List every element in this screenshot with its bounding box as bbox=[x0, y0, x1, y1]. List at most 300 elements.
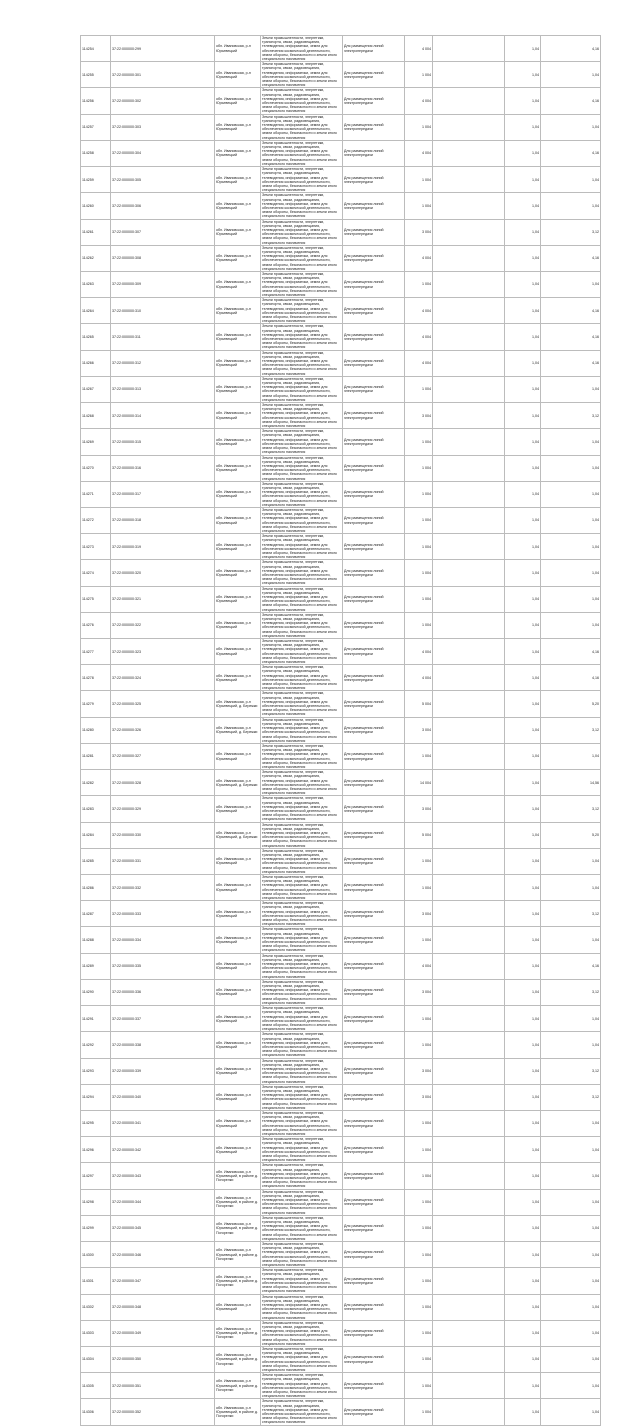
cadastral-number: 37:22:000000:330 bbox=[111, 822, 215, 848]
address: обл. Ивановская, р-н Юрьевецкий, в районе д. Погорелки bbox=[215, 1320, 261, 1346]
cadastral-number: 37:22:000000:348 bbox=[111, 1294, 215, 1320]
cadastral-value: 3,12 bbox=[541, 979, 601, 1005]
coefficient: 1,04 bbox=[505, 691, 541, 717]
row-number: 114276 bbox=[81, 612, 111, 638]
coefficient: 1,04 bbox=[505, 901, 541, 927]
table-row bbox=[81, 1320, 601, 1346]
coefficient: 1,04 bbox=[505, 822, 541, 848]
row-number: 114291 bbox=[81, 1006, 111, 1032]
table-row bbox=[81, 586, 601, 612]
cadastral-value: 1,04 bbox=[541, 612, 601, 638]
row-number: 114264 bbox=[81, 298, 111, 324]
cadastral-value: 1,04 bbox=[541, 1346, 601, 1372]
address: обл. Ивановская, р-н Юрьевецкий bbox=[215, 665, 261, 691]
permitted-use: Для размещения линий электропередачи bbox=[343, 403, 405, 429]
row-number: 114281 bbox=[81, 743, 111, 769]
land-category: Земли промышленности, энергетики, транспорта, связи, радиовещания, телевидения, информатики, земли для обеспечения космической деятельности, земли обороны, безопасности и земли иного специального назначения bbox=[261, 875, 343, 901]
area-value: 1 004 bbox=[405, 875, 433, 901]
permitted-use: Для размещения линий электропередачи bbox=[343, 1110, 405, 1136]
area-value: 3 004 bbox=[405, 1084, 433, 1110]
empty-cell bbox=[433, 927, 505, 953]
table-row bbox=[81, 455, 601, 481]
table-row bbox=[81, 1058, 601, 1084]
cadastral-value: 1,04 bbox=[541, 193, 601, 219]
permitted-use: Для размещения линий электропередачи bbox=[343, 193, 405, 219]
address: обл. Ивановская, р-н Юрьевецкий bbox=[215, 62, 261, 88]
cadastral-value: 1,04 bbox=[541, 507, 601, 533]
cadastral-value: 1,04 bbox=[541, 1215, 601, 1241]
area-value: 1 004 bbox=[405, 1215, 433, 1241]
cadastral-number: 37:22:000000:309 bbox=[111, 271, 215, 297]
area-value: 1 004 bbox=[405, 114, 433, 140]
permitted-use: Для размещения линий электропередачи bbox=[343, 429, 405, 455]
permitted-use: Для размещения линий электропередачи bbox=[343, 875, 405, 901]
land-category: Земли промышленности, энергетики, транспорта, связи, радиовещания, телевидения, информатики, земли для обеспечения космической деятельности, земли обороны, безопасности и земли иного специального назначения bbox=[261, 140, 343, 166]
row-number: 114288 bbox=[81, 927, 111, 953]
cadastral-number: 37:22:000000:307 bbox=[111, 219, 215, 245]
cadastral-value: 1,04 bbox=[541, 927, 601, 953]
row-number: 114296 bbox=[81, 1137, 111, 1163]
cadastral-value: 1,04 bbox=[541, 114, 601, 140]
address: обл. Ивановская, р-н Юрьевецкий bbox=[215, 927, 261, 953]
area-value: 1 004 bbox=[405, 193, 433, 219]
address: обл. Ивановская, р-н Юрьевецкий bbox=[215, 219, 261, 245]
table-row bbox=[81, 219, 601, 245]
table-row bbox=[81, 534, 601, 560]
coefficient: 1,04 bbox=[505, 1189, 541, 1215]
address: обл. Ивановская, р-н Юрьевецкий bbox=[215, 193, 261, 219]
address: обл. Ивановская, р-н Юрьевецкий bbox=[215, 36, 261, 62]
address: обл. Ивановская, р-н Юрьевецкий bbox=[215, 586, 261, 612]
cadastral-value: 1,04 bbox=[541, 586, 601, 612]
empty-cell bbox=[433, 1032, 505, 1058]
row-number: 114271 bbox=[81, 481, 111, 507]
coefficient: 1,04 bbox=[505, 717, 541, 743]
coefficient: 1,04 bbox=[505, 534, 541, 560]
permitted-use: Для размещения линий электропередачи bbox=[343, 455, 405, 481]
address: обл. Ивановская, р-н Юрьевецкий bbox=[215, 167, 261, 193]
row-number: 114265 bbox=[81, 324, 111, 350]
area-value: 1 004 bbox=[405, 1346, 433, 1372]
land-category: Земли промышленности, энергетики, транспорта, связи, радиовещания, телевидения, информатики, земли для обеспечения космической деятельности, земли обороны, безопасности и земли иного специального назначения bbox=[261, 1268, 343, 1294]
coefficient: 1,04 bbox=[505, 140, 541, 166]
land-category: Земли промышленности, энергетики, транспорта, связи, радиовещания, телевидения, информатики, земли для обеспечения космической деятельности, земли обороны, безопасности и земли иного специального назначения bbox=[261, 848, 343, 874]
land-category: Земли промышленности, энергетики, транспорта, связи, радиовещания, телевидения, информатики, земли для обеспечения космической деятельности, земли обороны, безопасности и земли иного специального назначения bbox=[261, 350, 343, 376]
coefficient: 1,04 bbox=[505, 298, 541, 324]
coefficient: 1,04 bbox=[505, 1110, 541, 1136]
cadastral-number: 37:22:000000:299 bbox=[111, 36, 215, 62]
land-category: Земли промышленности, энергетики, транспорта, связи, радиовещания, телевидения, информатики, земли для обеспечения космической деятельности, земли обороны, безопасности и земли иного специального назначения bbox=[261, 167, 343, 193]
cadastral-number: 37:22:000000:316 bbox=[111, 455, 215, 481]
area-value: 4 004 bbox=[405, 298, 433, 324]
area-value: 1 004 bbox=[405, 1320, 433, 1346]
land-category: Земли промышленности, энергетики, транспорта, связи, радиовещания, телевидения, информатики, земли для обеспечения космической деятельности, земли обороны, безопасности и земли иного специального назначения bbox=[261, 1084, 343, 1110]
permitted-use: Для размещения линий электропередачи bbox=[343, 1058, 405, 1084]
land-category: Земли промышленности, энергетики, транспорта, связи, радиовещания, телевидения, информатики, земли для обеспечения космической деятельности, земли обороны, безопасности и земли иного специального назначения bbox=[261, 612, 343, 638]
coefficient: 1,04 bbox=[505, 1084, 541, 1110]
cadastral-value: 1,04 bbox=[541, 62, 601, 88]
area-value: 1 004 bbox=[405, 1189, 433, 1215]
permitted-use: Для размещения линий электропередачи bbox=[343, 1189, 405, 1215]
permitted-use: Для размещения линий электропередачи bbox=[343, 324, 405, 350]
address: обл. Ивановская, р-н Юрьевецкий bbox=[215, 429, 261, 455]
area-value: 1 004 bbox=[405, 455, 433, 481]
land-registry-table bbox=[80, 35, 601, 1426]
address: обл. Ивановская, р-н Юрьевецкий bbox=[215, 560, 261, 586]
land-category: Земли промышленности, энергетики, транспорта, связи, радиовещания, телевидения, информатики, земли для обеспечения космической деятельности, земли обороны, безопасности и земли иного специального назначения bbox=[261, 1189, 343, 1215]
coefficient: 1,04 bbox=[505, 1137, 541, 1163]
address: обл. Ивановская, р-н Юрьевецкий bbox=[215, 875, 261, 901]
cadastral-number: 37:22:000000:320 bbox=[111, 560, 215, 586]
permitted-use: Для размещения линий электропередачи bbox=[343, 140, 405, 166]
area-value: 4 004 bbox=[405, 665, 433, 691]
row-number: 114287 bbox=[81, 901, 111, 927]
permitted-use: Для размещения линий электропередачи bbox=[343, 1006, 405, 1032]
coefficient: 1,04 bbox=[505, 586, 541, 612]
table-row bbox=[81, 770, 601, 796]
land-category: Земли промышленности, энергетики, транспорта, связи, радиовещания, телевидения, информатики, земли для обеспечения космической деятельности, земли обороны, безопасности и земли иного специального назначения bbox=[261, 88, 343, 114]
empty-cell bbox=[433, 88, 505, 114]
empty-cell bbox=[433, 586, 505, 612]
cadastral-number: 37:22:000000:324 bbox=[111, 665, 215, 691]
coefficient: 1,04 bbox=[505, 743, 541, 769]
empty-cell bbox=[433, 167, 505, 193]
cadastral-number: 37:22:000000:311 bbox=[111, 324, 215, 350]
cadastral-number: 37:22:000000:331 bbox=[111, 848, 215, 874]
table-row bbox=[81, 271, 601, 297]
permitted-use: Для размещения линий электропередачи bbox=[343, 1242, 405, 1268]
table-row bbox=[81, 88, 601, 114]
permitted-use: Для размещения линий электропередачи bbox=[343, 1294, 405, 1320]
cadastral-value: 1,04 bbox=[541, 560, 601, 586]
permitted-use: Для размещения линий электропередачи bbox=[343, 717, 405, 743]
cadastral-value: 1,04 bbox=[541, 1163, 601, 1189]
coefficient: 1,04 bbox=[505, 88, 541, 114]
land-category: Земли промышленности, энергетики, транспорта, связи, радиовещания, телевидения, информатики, земли для обеспечения космической деятельности, земли обороны, безопасности и земли иного специального назначения bbox=[261, 743, 343, 769]
cadastral-number: 37:22:000000:325 bbox=[111, 691, 215, 717]
address: обл. Ивановская, р-н Юрьевецкий bbox=[215, 1294, 261, 1320]
cadastral-value: 5,20 bbox=[541, 691, 601, 717]
permitted-use: Для размещения линий электропередачи bbox=[343, 770, 405, 796]
area-value: 4 004 bbox=[405, 953, 433, 979]
address: обл. Ивановская, р-н Юрьевецкий bbox=[215, 612, 261, 638]
empty-cell bbox=[433, 193, 505, 219]
empty-cell bbox=[433, 1268, 505, 1294]
cadastral-value: 1,04 bbox=[541, 875, 601, 901]
coefficient: 1,04 bbox=[505, 245, 541, 271]
coefficient: 1,04 bbox=[505, 953, 541, 979]
area-value: 5 004 bbox=[405, 691, 433, 717]
cadastral-value: 3,12 bbox=[541, 717, 601, 743]
cadastral-number: 37:22:000000:337 bbox=[111, 1006, 215, 1032]
row-number: 114279 bbox=[81, 691, 111, 717]
area-value: 1 004 bbox=[405, 429, 433, 455]
empty-cell bbox=[433, 875, 505, 901]
cadastral-number: 37:22:000000:332 bbox=[111, 875, 215, 901]
table-row bbox=[81, 796, 601, 822]
land-category: Земли промышленности, энергетики, транспорта, связи, радиовещания, телевидения, информатики, земли для обеспечения космической деятельности, земли обороны, безопасности и земли иного специального назначения bbox=[261, 219, 343, 245]
address: обл. Ивановская, р-н Юрьевецкий bbox=[215, 245, 261, 271]
cadastral-number: 37:22:000000:319 bbox=[111, 534, 215, 560]
coefficient: 1,04 bbox=[505, 167, 541, 193]
address: обл. Ивановская, р-н Юрьевецкий bbox=[215, 953, 261, 979]
permitted-use: Для размещения линий электропередачи bbox=[343, 1346, 405, 1372]
cadastral-value: 4,16 bbox=[541, 36, 601, 62]
land-category: Земли промышленности, энергетики, транспорта, связи, радиовещания, телевидения, информатики, земли для обеспечения космической деятельности, земли обороны, безопасности и земли иного специального назначения bbox=[261, 665, 343, 691]
coefficient: 1,04 bbox=[505, 1346, 541, 1372]
permitted-use: Для размещения линий электропередачи bbox=[343, 1399, 405, 1425]
row-number: 114284 bbox=[81, 822, 111, 848]
land-category: Земли промышленности, энергетики, транспорта, связи, радиовещания, телевидения, информатики, земли для обеспечения космической деятельности, земли обороны, безопасности и земли иного специального назначения bbox=[261, 62, 343, 88]
land-category: Земли промышленности, энергетики, транспорта, связи, радиовещания, телевидения, информатики, земли для обеспечения космической деятельности, земли обороны, безопасности и земли иного специального назначения bbox=[261, 901, 343, 927]
address: обл. Ивановская, р-н Юрьевецкий bbox=[215, 796, 261, 822]
empty-cell bbox=[433, 639, 505, 665]
permitted-use: Для размещения линий электропередачи bbox=[343, 639, 405, 665]
cadastral-value: 1,04 bbox=[541, 481, 601, 507]
permitted-use: Для размещения линий электропередачи bbox=[343, 796, 405, 822]
permitted-use: Для размещения линий электропередачи bbox=[343, 1084, 405, 1110]
cadastral-number: 37:22:000000:350 bbox=[111, 1346, 215, 1372]
land-category: Земли промышленности, энергетики, транспорта, связи, радиовещания, телевидения, информатики, земли для обеспечения космической деятельности, земли обороны, безопасности и земли иного специального назначения bbox=[261, 1242, 343, 1268]
cadastral-value: 1,04 bbox=[541, 534, 601, 560]
permitted-use: Для размещения линий электропередачи bbox=[343, 534, 405, 560]
row-number: 114282 bbox=[81, 770, 111, 796]
permitted-use: Для размещения линий электропередачи bbox=[343, 901, 405, 927]
permitted-use: Для размещения линий электропередачи bbox=[343, 376, 405, 402]
cadastral-value: 4,16 bbox=[541, 665, 601, 691]
permitted-use: Для размещения линий электропередачи bbox=[343, 560, 405, 586]
cadastral-value: 1,04 bbox=[541, 1032, 601, 1058]
table-row bbox=[81, 691, 601, 717]
cadastral-number: 37:22:000000:352 bbox=[111, 1399, 215, 1425]
area-value: 3 004 bbox=[405, 901, 433, 927]
row-number: 114257 bbox=[81, 114, 111, 140]
address: обл. Ивановская, р-н Юрьевецкий bbox=[215, 534, 261, 560]
area-value: 3 004 bbox=[405, 979, 433, 1005]
cadastral-value: 1,04 bbox=[541, 455, 601, 481]
area-value: 1 004 bbox=[405, 1242, 433, 1268]
cadastral-value: 1,04 bbox=[541, 167, 601, 193]
coefficient: 1,04 bbox=[505, 455, 541, 481]
coefficient: 1,04 bbox=[505, 1399, 541, 1425]
cadastral-value: 4,16 bbox=[541, 639, 601, 665]
empty-cell bbox=[433, 534, 505, 560]
table-row bbox=[81, 927, 601, 953]
area-value: 1 004 bbox=[405, 1032, 433, 1058]
permitted-use: Для размещения линий электропередачи bbox=[343, 271, 405, 297]
address: обл. Ивановская, р-н Юрьевецкий bbox=[215, 324, 261, 350]
table-row bbox=[81, 62, 601, 88]
table-row bbox=[81, 1084, 601, 1110]
area-value: 3 004 bbox=[405, 1058, 433, 1084]
permitted-use: Для размещения линий электропередачи bbox=[343, 36, 405, 62]
permitted-use: Для размещения линий электропередачи bbox=[343, 612, 405, 638]
table-row bbox=[81, 717, 601, 743]
area-value: 1 004 bbox=[405, 376, 433, 402]
cadastral-number: 37:22:000000:327 bbox=[111, 743, 215, 769]
empty-cell bbox=[433, 376, 505, 402]
coefficient: 1,04 bbox=[505, 429, 541, 455]
row-number: 114283 bbox=[81, 796, 111, 822]
table-row bbox=[81, 403, 601, 429]
table-row bbox=[81, 507, 601, 533]
permitted-use: Для размещения линий электропередачи bbox=[343, 219, 405, 245]
row-number: 114255 bbox=[81, 62, 111, 88]
coefficient: 1,04 bbox=[505, 1373, 541, 1399]
table-row bbox=[81, 953, 601, 979]
permitted-use: Для размещения линий электропередачи bbox=[343, 848, 405, 874]
address: обл. Ивановская, р-н Юрьевецкий bbox=[215, 1137, 261, 1163]
cadastral-number: 37:22:000000:317 bbox=[111, 481, 215, 507]
table-row bbox=[81, 560, 601, 586]
empty-cell bbox=[433, 1373, 505, 1399]
document-page bbox=[80, 35, 600, 1425]
cadastral-number: 37:22:000000:328 bbox=[111, 770, 215, 796]
area-value: 4 004 bbox=[405, 324, 433, 350]
coefficient: 1,04 bbox=[505, 481, 541, 507]
empty-cell bbox=[433, 691, 505, 717]
area-value: 3 004 bbox=[405, 403, 433, 429]
row-number: 114306 bbox=[81, 1399, 111, 1425]
cadastral-value: 14,56 bbox=[541, 770, 601, 796]
empty-cell bbox=[433, 953, 505, 979]
coefficient: 1,04 bbox=[505, 560, 541, 586]
cadastral-number: 37:22:000000:301 bbox=[111, 62, 215, 88]
row-number: 114266 bbox=[81, 350, 111, 376]
area-value: 1 004 bbox=[405, 1294, 433, 1320]
empty-cell bbox=[433, 62, 505, 88]
table-row bbox=[81, 36, 601, 62]
table-row bbox=[81, 1137, 601, 1163]
address: обл. Ивановская, р-н Юрьевецкий, в районе д. Погорелки bbox=[215, 1346, 261, 1372]
cadastral-value: 4,16 bbox=[541, 140, 601, 166]
cadastral-value: 1,04 bbox=[541, 1294, 601, 1320]
table-row bbox=[81, 1294, 601, 1320]
row-number: 114277 bbox=[81, 639, 111, 665]
row-number: 114294 bbox=[81, 1084, 111, 1110]
row-number: 114289 bbox=[81, 953, 111, 979]
empty-cell bbox=[433, 298, 505, 324]
empty-cell bbox=[433, 717, 505, 743]
cadastral-value: 1,04 bbox=[541, 1006, 601, 1032]
area-value: 3 004 bbox=[405, 796, 433, 822]
table-row bbox=[81, 350, 601, 376]
permitted-use: Для размещения линий электропередачи bbox=[343, 822, 405, 848]
address: обл. Ивановская, р-н Юрьевецкий bbox=[215, 350, 261, 376]
address: обл. Ивановская, р-н Юрьевецкий bbox=[215, 114, 261, 140]
permitted-use: Для размещения линий электропередачи bbox=[343, 1163, 405, 1189]
row-number: 114285 bbox=[81, 848, 111, 874]
permitted-use: Для размещения линий электропередачи bbox=[343, 62, 405, 88]
area-value: 14 004 bbox=[405, 770, 433, 796]
cadastral-value: 1,04 bbox=[541, 1373, 601, 1399]
cadastral-number: 37:22:000000:351 bbox=[111, 1373, 215, 1399]
cadastral-number: 37:22:000000:321 bbox=[111, 586, 215, 612]
address: обл. Ивановская, р-н Юрьевецкий bbox=[215, 979, 261, 1005]
cadastral-number: 37:22:000000:323 bbox=[111, 639, 215, 665]
cadastral-value: 3,12 bbox=[541, 1084, 601, 1110]
row-number: 114286 bbox=[81, 875, 111, 901]
area-value: 1 004 bbox=[405, 62, 433, 88]
address: обл. Ивановская, р-н Юрьевецкий bbox=[215, 1110, 261, 1136]
table-row bbox=[81, 979, 601, 1005]
empty-cell bbox=[433, 245, 505, 271]
land-category: Земли промышленности, энергетики, транспорта, связи, радиовещания, телевидения, информатики, земли для обеспечения космической деятельности, земли обороны, безопасности и земли иного специального назначения bbox=[261, 245, 343, 271]
coefficient: 1,04 bbox=[505, 927, 541, 953]
empty-cell bbox=[433, 822, 505, 848]
land-category: Земли промышленности, энергетики, транспорта, связи, радиовещания, телевидения, информатики, земли для обеспечения космической деятельности, земли обороны, безопасности и земли иного специального назначения bbox=[261, 324, 343, 350]
empty-cell bbox=[433, 481, 505, 507]
area-value: 1 004 bbox=[405, 1110, 433, 1136]
cadastral-number: 37:22:000000:339 bbox=[111, 1058, 215, 1084]
table-row bbox=[81, 743, 601, 769]
row-number: 114300 bbox=[81, 1242, 111, 1268]
cadastral-value: 4,16 bbox=[541, 350, 601, 376]
table-row bbox=[81, 298, 601, 324]
land-category: Земли промышленности, энергетики, транспорта, связи, радиовещания, телевидения, информатики, земли для обеспечения космической деятельности, земли обороны, безопасности и земли иного специального назначения bbox=[261, 376, 343, 402]
coefficient: 1,04 bbox=[505, 1268, 541, 1294]
cadastral-value: 4,16 bbox=[541, 953, 601, 979]
coefficient: 1,04 bbox=[505, 796, 541, 822]
cadastral-value: 1,04 bbox=[541, 1399, 601, 1425]
cadastral-value: 1,04 bbox=[541, 429, 601, 455]
row-number: 114299 bbox=[81, 1215, 111, 1241]
address: обл. Ивановская, р-н Юрьевецкий bbox=[215, 507, 261, 533]
area-value: 1 004 bbox=[405, 586, 433, 612]
land-category: Земли промышленности, энергетики, транспорта, связи, радиовещания, телевидения, информатики, земли для обеспечения космической деятельности, земли обороны, безопасности и земли иного специального назначения bbox=[261, 1399, 343, 1425]
row-number: 114267 bbox=[81, 376, 111, 402]
area-value: 3 004 bbox=[405, 717, 433, 743]
land-category: Земли промышленности, энергетики, транспорта, связи, радиовещания, телевидения, информатики, земли для обеспечения космической деятельности, земли обороны, безопасности и земли иного специального назначения bbox=[261, 1346, 343, 1372]
cadastral-value: 1,04 bbox=[541, 1189, 601, 1215]
land-category: Земли промышленности, энергетики, транспорта, связи, радиовещания, телевидения, информатики, земли для обеспечения космической деятельности, земли обороны, безопасности и земли иного специального назначения bbox=[261, 1373, 343, 1399]
table-row bbox=[81, 1032, 601, 1058]
permitted-use: Для размещения линий электропередачи bbox=[343, 167, 405, 193]
cadastral-number: 37:22:000000:342 bbox=[111, 1137, 215, 1163]
empty-cell bbox=[433, 848, 505, 874]
address: обл. Ивановская, р-н Юрьевецкий, в районе д. Погорелки bbox=[215, 1373, 261, 1399]
cadastral-number: 37:22:000000:314 bbox=[111, 403, 215, 429]
table-row bbox=[81, 1242, 601, 1268]
row-number: 114301 bbox=[81, 1268, 111, 1294]
permitted-use: Для размещения линий электропередачи bbox=[343, 979, 405, 1005]
cadastral-number: 37:22:000000:346 bbox=[111, 1242, 215, 1268]
cadastral-number: 37:22:000000:306 bbox=[111, 193, 215, 219]
address: обл. Ивановская, р-н Юрьевецкий, в районе д. Погорелки bbox=[215, 1399, 261, 1425]
address: обл. Ивановская, р-н Юрьевецкий, д. Бережки bbox=[215, 691, 261, 717]
empty-cell bbox=[433, 350, 505, 376]
address: обл. Ивановская, р-н Юрьевецкий bbox=[215, 140, 261, 166]
permitted-use: Для размещения линий электропередачи bbox=[343, 114, 405, 140]
empty-cell bbox=[433, 140, 505, 166]
empty-cell bbox=[433, 612, 505, 638]
coefficient: 1,04 bbox=[505, 875, 541, 901]
area-value: 1 004 bbox=[405, 167, 433, 193]
area-value: 4 004 bbox=[405, 140, 433, 166]
coefficient: 1,04 bbox=[505, 639, 541, 665]
land-category: Земли промышленности, энергетики, транспорта, связи, радиовещания, телевидения, информатики, земли для обеспечения космической деятельности, земли обороны, безопасности и земли иного специального назначения bbox=[261, 114, 343, 140]
table-row bbox=[81, 665, 601, 691]
land-category: Земли промышленности, энергетики, транспорта, связи, радиовещания, телевидения, информатики, земли для обеспечения космической деятельности, земли обороны, безопасности и земли иного специального назначения bbox=[261, 1137, 343, 1163]
address: обл. Ивановская, р-н Юрьевецкий bbox=[215, 1006, 261, 1032]
table-row bbox=[81, 1215, 601, 1241]
land-category: Земли промышленности, энергетики, транспорта, связи, радиовещания, телевидения, информатики, земли для обеспечения космической деятельности, земли обороны, безопасности и земли иного специального назначения bbox=[261, 403, 343, 429]
area-value: 1 004 bbox=[405, 848, 433, 874]
area-value: 3 004 bbox=[405, 219, 433, 245]
cadastral-number: 37:22:000000:326 bbox=[111, 717, 215, 743]
coefficient: 1,04 bbox=[505, 1006, 541, 1032]
area-value: 1 004 bbox=[405, 560, 433, 586]
